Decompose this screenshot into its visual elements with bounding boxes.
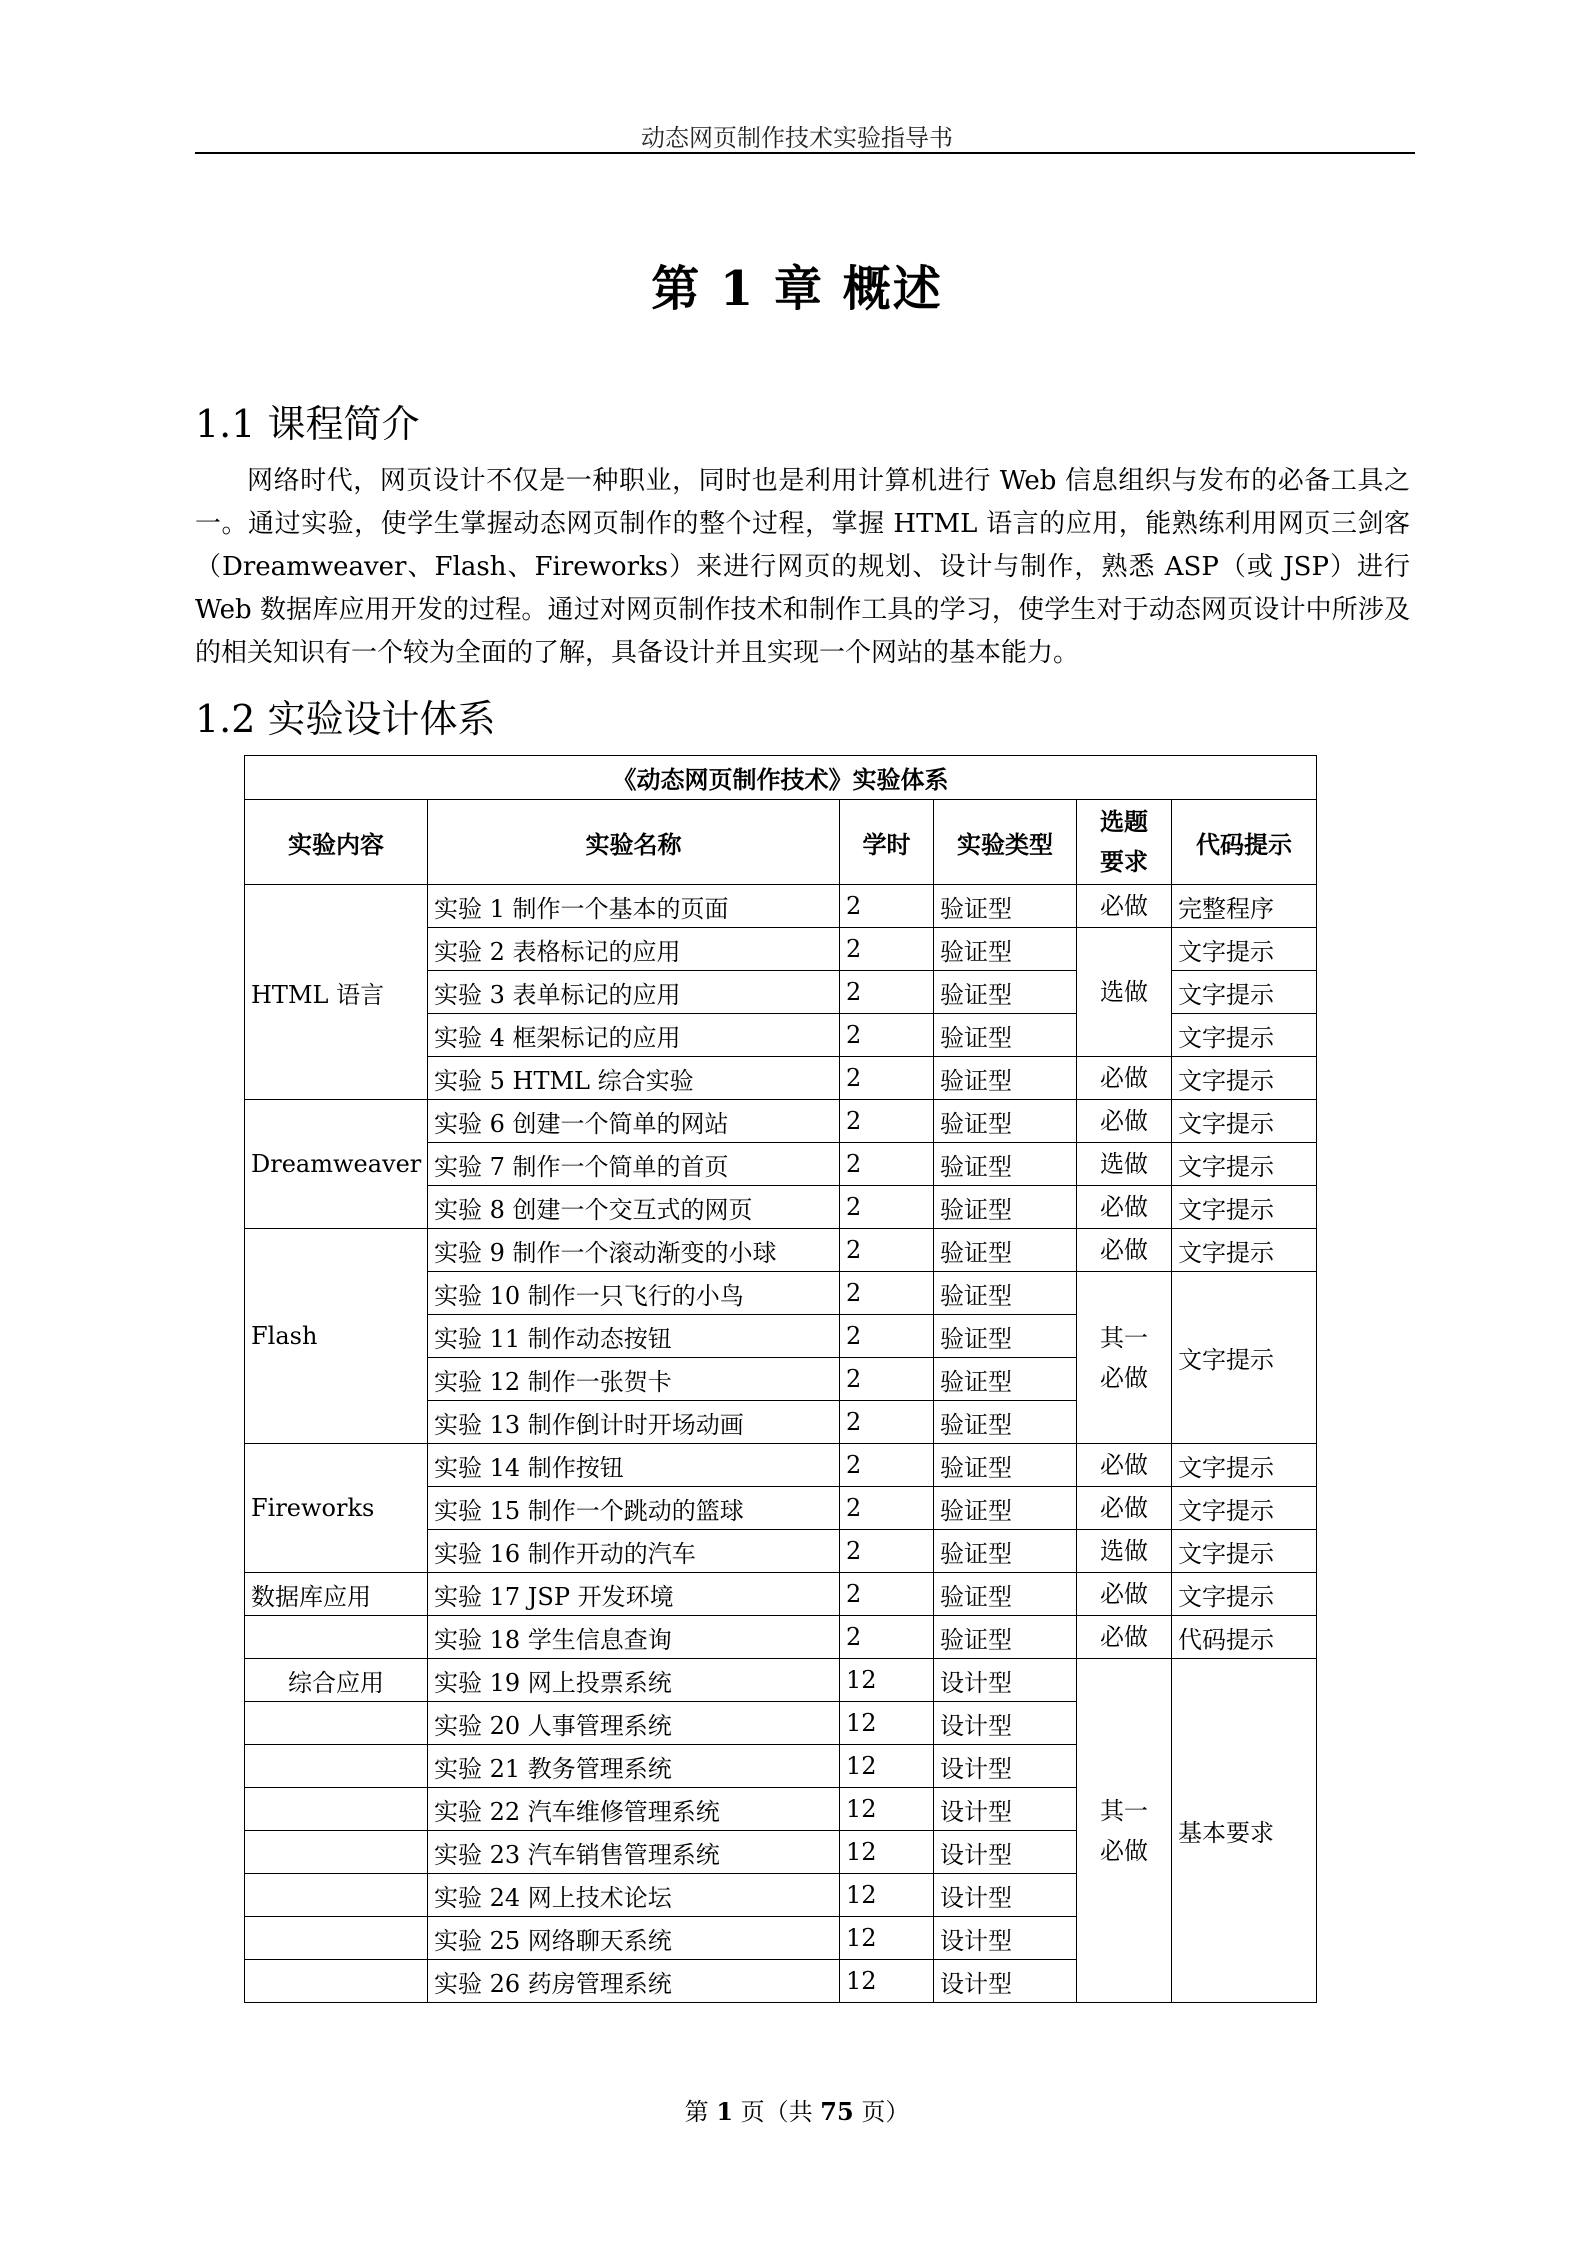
experiment-hours: 12	[840, 1917, 934, 1960]
footer-total-pages: 75	[820, 2097, 854, 2126]
experiment-requirement: 必做	[1077, 885, 1172, 928]
experiment-hours: 2	[840, 1014, 934, 1057]
experiment-name: 实验 5 HTML 综合实验	[428, 1057, 840, 1100]
experiment-hours: 2	[840, 1143, 934, 1186]
experiment-hint: 文字提示	[1172, 1444, 1317, 1487]
experiment-hint: 文字提示	[1172, 1014, 1317, 1057]
experiment-hint: 文字提示	[1172, 1057, 1317, 1100]
category-cell-empty	[245, 1788, 428, 1831]
category-cell-empty	[245, 1874, 428, 1917]
experiment-name: 实验 12 制作一张贺卡	[428, 1358, 840, 1401]
header-hours: 学时	[840, 800, 934, 885]
experiment-hint: 文字提示	[1172, 1272, 1317, 1444]
experiment-requirement: 必做	[1077, 1573, 1172, 1616]
section-heading-intro: 1.1 课程简介	[195, 402, 420, 446]
experiment-name: 实验 24 网上技术论坛	[428, 1874, 840, 1917]
experiment-name: 实验 8 创建一个交互式的网页	[428, 1186, 840, 1229]
experiment-type: 设计型	[934, 1831, 1077, 1874]
experiment-hours: 2	[840, 1573, 934, 1616]
running-header: 动态网页制作技术实验指导书	[641, 124, 953, 152]
experiment-hint: 基本要求	[1172, 1659, 1317, 2003]
experiment-type: 验证型	[934, 928, 1077, 971]
experiment-name: 实验 1 制作一个基本的页面	[428, 885, 840, 928]
experiment-hours: 12	[840, 1745, 934, 1788]
experiment-requirement: 其一 必做	[1077, 1272, 1172, 1444]
header-hint: 代码提示	[1172, 800, 1317, 885]
experiment-requirement: 必做	[1077, 1229, 1172, 1272]
experiment-hint: 代码提示	[1172, 1616, 1317, 1659]
experiment-type: 验证型	[934, 1444, 1077, 1487]
header-type: 实验类型	[934, 800, 1077, 885]
experiment-hours: 2	[840, 928, 934, 971]
experiment-hours: 2	[840, 1530, 934, 1573]
experiment-type: 验证型	[934, 971, 1077, 1014]
experiment-requirement: 选做	[1077, 1143, 1172, 1186]
experiment-name: 实验 14 制作按钮	[428, 1444, 840, 1487]
experiment-name: 实验 20 人事管理系统	[428, 1702, 840, 1745]
experiment-hint: 文字提示	[1172, 928, 1317, 971]
table-row	[245, 885, 1317, 928]
category-cell: Dreamweaver	[245, 1100, 428, 1229]
experiment-type: 验证型	[934, 1401, 1077, 1444]
experiment-hours: 2	[840, 1401, 934, 1444]
experiment-hours: 12	[840, 1702, 934, 1745]
experiment-table	[244, 755, 1317, 2003]
experiment-name: 实验 9 制作一个滚动渐变的小球	[428, 1229, 840, 1272]
experiment-hours: 2	[840, 1616, 934, 1659]
experiment-hours: 12	[840, 1788, 934, 1831]
footer-prefix: 第	[684, 2098, 717, 2126]
experiment-name: 实验 26 药房管理系统	[428, 1960, 840, 2003]
experiment-type: 验证型	[934, 1616, 1077, 1659]
table-row	[245, 1229, 1317, 1272]
experiment-type: 验证型	[934, 885, 1077, 928]
experiment-requirement: 选做	[1077, 928, 1172, 1057]
experiment-name: 实验 21 教务管理系统	[428, 1745, 840, 1788]
experiment-name: 实验 25 网络聊天系统	[428, 1917, 840, 1960]
experiment-type: 验证型	[934, 1272, 1077, 1315]
experiment-name: 实验 19 网上投票系统	[428, 1659, 840, 1702]
experiment-name: 实验 11 制作动态按钮	[428, 1315, 840, 1358]
experiment-type: 设计型	[934, 1788, 1077, 1831]
experiment-name: 实验 10 制作一只飞行的小鸟	[428, 1272, 840, 1315]
experiment-hours: 2	[840, 971, 934, 1014]
experiment-hours: 2	[840, 1358, 934, 1401]
category-cell-empty	[245, 1917, 428, 1960]
experiment-hours: 12	[840, 1659, 934, 1702]
experiment-requirement: 必做	[1077, 1616, 1172, 1659]
experiment-type: 验证型	[934, 1014, 1077, 1057]
experiment-name: 实验 17 JSP 开发环境	[428, 1573, 840, 1616]
category-cell: Flash	[245, 1229, 428, 1444]
experiment-hint: 文字提示	[1172, 1487, 1317, 1530]
category-cell: HTML 语言	[245, 885, 428, 1100]
intro-paragraph: 网络时代，网页设计不仅是一种职业，同时也是利用计算机进行 Web 信息组织与发布的必备工具之一。通过实验，使学生掌握动态网页制作的整个过程，掌握 HTML 语言的应用，能熟练利用网页三剑客（Dreamweaver、Flash、Fireworks）来进行网页的规划、设计与制作，熟悉 ASP（或 JSP）进行 Web 数据库应用开发的过程。通过对网页制作技术和制作工具的学习，使学生对于动态网页设计中所涉及的相关知识有一个较为全面的了解，具备设计并且实现一个网站的基本能力。	[195, 466, 1410, 668]
experiment-hint: 文字提示	[1172, 1229, 1317, 1272]
experiment-type: 验证型	[934, 1487, 1077, 1530]
experiment-hours: 2	[840, 1186, 934, 1229]
table-caption: 《动态网页制作技术》实验体系	[245, 756, 1317, 800]
experiment-name: 实验 6 创建一个简单的网站	[428, 1100, 840, 1143]
experiment-hours: 2	[840, 1444, 934, 1487]
experiment-name: 实验 23 汽车销售管理系统	[428, 1831, 840, 1874]
table-row	[245, 1444, 1317, 1487]
category-cell-empty	[245, 1702, 428, 1745]
category-cell-empty	[245, 1616, 428, 1659]
table-row	[245, 1100, 1317, 1143]
experiment-hours: 2	[840, 1272, 934, 1315]
experiment-hint: 文字提示	[1172, 1143, 1317, 1186]
experiment-name: 实验 15 制作一个跳动的篮球	[428, 1487, 840, 1530]
experiment-hint: 完整程序	[1172, 885, 1317, 928]
experiment-hours: 2	[840, 1100, 934, 1143]
header-name: 实验名称	[428, 800, 840, 885]
experiment-hours: 12	[840, 1831, 934, 1874]
experiment-name: 实验 4 框架标记的应用	[428, 1014, 840, 1057]
experiment-hint: 文字提示	[1172, 1186, 1317, 1229]
experiment-name: 实验 7 制作一个简单的首页	[428, 1143, 840, 1186]
experiment-name: 实验 2 表格标记的应用	[428, 928, 840, 971]
experiment-type: 验证型	[934, 1530, 1077, 1573]
experiment-hours: 2	[840, 1315, 934, 1358]
category-cell-empty	[245, 1831, 428, 1874]
footer-suffix: 页）	[853, 2098, 910, 2126]
experiment-requirement: 必做	[1077, 1444, 1172, 1487]
category-cell: Fireworks	[245, 1444, 428, 1573]
experiment-name: 实验 18 学生信息查询	[428, 1616, 840, 1659]
category-cell: 数据库应用	[245, 1573, 428, 1616]
experiment-hours: 12	[840, 1874, 934, 1917]
experiment-type: 设计型	[934, 1745, 1077, 1788]
category-cell-empty	[245, 1745, 428, 1788]
experiment-type: 验证型	[934, 1143, 1077, 1186]
chapter-title: 第 1 章 概述	[651, 261, 943, 317]
experiment-type: 验证型	[934, 1358, 1077, 1401]
experiment-name: 实验 13 制作倒计时开场动画	[428, 1401, 840, 1444]
experiment-type: 验证型	[934, 1057, 1077, 1100]
experiment-requirement: 必做	[1077, 1057, 1172, 1100]
page-footer	[0, 2092, 1594, 2127]
experiment-hint: 文字提示	[1172, 1100, 1317, 1143]
header-requirement: 选题 要求	[1077, 800, 1172, 885]
experiment-table-wrap	[244, 755, 1316, 2003]
experiment-hours: 2	[840, 1229, 934, 1272]
header-content: 实验内容	[245, 800, 428, 885]
experiment-hours: 12	[840, 1960, 934, 2003]
experiment-type: 设计型	[934, 1702, 1077, 1745]
header-rule	[195, 152, 1415, 154]
table-row	[245, 1659, 1317, 1702]
experiment-type: 设计型	[934, 1874, 1077, 1917]
table-row	[245, 1616, 1317, 1659]
experiment-hint: 文字提示	[1172, 1530, 1317, 1573]
category-cell-empty	[245, 1960, 428, 2003]
category-cell: 综合应用	[245, 1659, 428, 1702]
experiment-requirement: 必做	[1077, 1100, 1172, 1143]
experiment-name: 实验 3 表单标记的应用	[428, 971, 840, 1014]
table-header-row	[245, 800, 1317, 885]
experiment-hours: 2	[840, 1487, 934, 1530]
experiment-requirement: 必做	[1077, 1487, 1172, 1530]
experiment-name: 实验 22 汽车维修管理系统	[428, 1788, 840, 1831]
experiment-hours: 2	[840, 1057, 934, 1100]
experiment-name: 实验 16 制作开动的汽车	[428, 1530, 840, 1573]
table-row	[245, 1573, 1317, 1616]
footer-page-number: 1	[716, 2097, 734, 2126]
experiment-type: 设计型	[934, 1960, 1077, 2003]
experiment-requirement: 选做	[1077, 1530, 1172, 1573]
experiment-hours: 2	[840, 885, 934, 928]
experiment-requirement: 其一 必做	[1077, 1659, 1172, 2003]
experiment-type: 验证型	[934, 1186, 1077, 1229]
experiment-type: 验证型	[934, 1229, 1077, 1272]
experiment-type: 验证型	[934, 1315, 1077, 1358]
experiment-hint: 文字提示	[1172, 1573, 1317, 1616]
experiment-type: 验证型	[934, 1573, 1077, 1616]
experiment-hint: 文字提示	[1172, 971, 1317, 1014]
experiment-type: 设计型	[934, 1917, 1077, 1960]
experiment-requirement: 必做	[1077, 1186, 1172, 1229]
section-heading-system: 1.2 实验设计体系	[195, 697, 496, 741]
experiment-type: 设计型	[934, 1659, 1077, 1702]
experiment-type: 验证型	[934, 1100, 1077, 1143]
footer-middle: 页（共	[733, 2098, 821, 2126]
